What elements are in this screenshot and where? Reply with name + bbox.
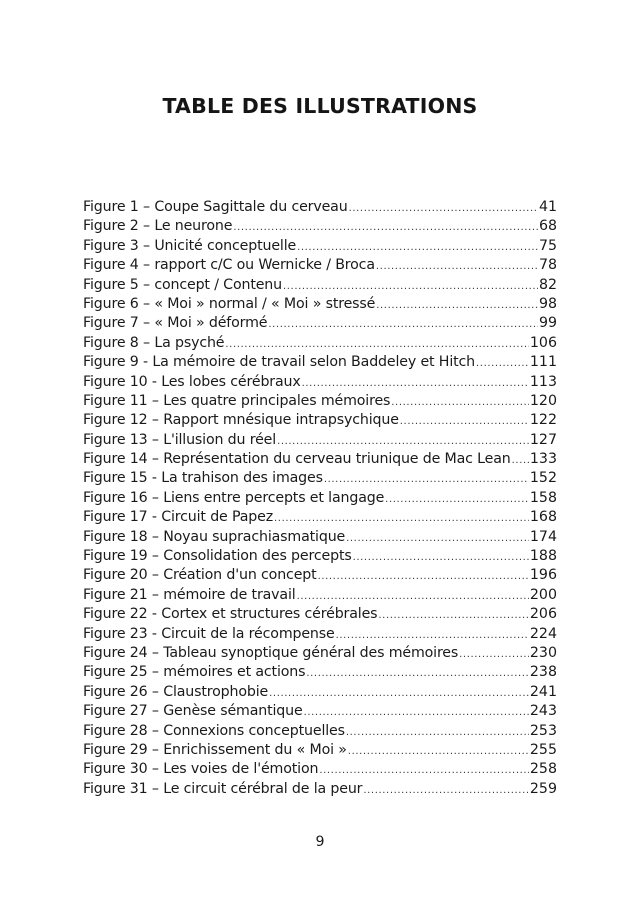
dot-leader	[376, 296, 538, 314]
toc-entry-16[interactable]	[83, 489, 557, 508]
toc-entry-1[interactable]	[83, 198, 557, 217]
dot-leader	[459, 645, 529, 663]
toc-entry-page: 127	[529, 431, 557, 448]
toc-entry-page: 158	[529, 489, 557, 506]
toc-entry-page: 206	[529, 606, 557, 623]
toc-entry-11[interactable]	[83, 392, 557, 411]
toc-entry-page: 188	[529, 548, 557, 565]
toc-entry-page: 243	[529, 703, 557, 720]
toc-entry-label: Figure 20 – Création d'un concept	[83, 567, 317, 584]
page-number: 9	[315, 834, 325, 850]
toc-entry-21[interactable]	[83, 586, 557, 605]
toc-entry-label: Figure 24 – Tableau synoptique général des mémoires	[83, 644, 459, 661]
toc-entry-label: Figure 14 – Représentation du cerveau triunique de Mac Lean	[83, 451, 511, 468]
toc-entry-label: Figure 18 – Noyau suprachiasmatique	[83, 528, 346, 545]
page-title: TABLE DES ILLUSTRATIONS	[162, 93, 478, 118]
toc-entry-23[interactable]	[83, 625, 557, 644]
toc-entry-label: Figure 10 - Les lobes cérébraux	[83, 373, 301, 390]
dot-leader	[363, 781, 529, 799]
toc-entry-page: 241	[529, 683, 557, 700]
dot-leader	[318, 567, 529, 585]
toc-entry-31[interactable]	[83, 780, 557, 799]
toc-entry-page: 174	[529, 528, 557, 545]
toc-entry-label: Figure 26 – Claustrophobie	[83, 683, 269, 700]
toc-entry-page: 224	[529, 625, 557, 642]
dot-leader	[346, 723, 529, 741]
toc-entry-label: Figure 16 – Liens entre percepts et langage	[83, 489, 385, 506]
toc-entry-10[interactable]	[83, 373, 557, 392]
toc-entry-page: 113	[529, 373, 557, 390]
toc-entry-29[interactable]	[83, 741, 557, 760]
toc-entry-label: Figure 3 – Unicité conceptuelle	[83, 237, 297, 254]
toc-entry-label: Figure 17 - Circuit de Papez	[83, 509, 274, 526]
table-of-illustrations	[83, 198, 557, 799]
toc-entry-page: 255	[529, 741, 557, 758]
dot-leader	[268, 315, 538, 333]
toc-entry-label: Figure 4 – rapport c/C ou Wernicke / Broca	[83, 257, 375, 274]
dot-leader	[233, 218, 538, 236]
toc-entry-label: Figure 13 – L'illusion du réel	[83, 431, 277, 448]
toc-entry-label: Figure 8 – La psyché	[83, 334, 225, 351]
toc-entry-page: 68	[538, 218, 557, 235]
toc-entry-4[interactable]	[83, 256, 557, 275]
dot-leader	[346, 529, 529, 547]
dot-leader	[302, 374, 529, 392]
toc-entry-label: Figure 15 - La trahison des images	[83, 470, 323, 487]
toc-entry-page: 238	[529, 664, 557, 681]
toc-entry-label: Figure 23 - Circuit de la récompense	[83, 625, 335, 642]
dot-leader	[385, 490, 529, 508]
toc-entry-24[interactable]	[83, 644, 557, 663]
dot-leader	[348, 742, 529, 760]
dot-leader	[400, 412, 529, 430]
toc-entry-label: Figure 29 – Enrichissement du « Moi »	[83, 741, 347, 758]
toc-entry-label: Figure 30 – Les voies de l'émotion	[83, 761, 319, 778]
dot-leader	[476, 354, 529, 372]
dot-leader	[336, 626, 529, 644]
toc-entry-19[interactable]	[83, 547, 557, 566]
toc-entry-page: 196	[529, 567, 557, 584]
toc-entry-page: 41	[538, 199, 557, 215]
toc-entry-label: Figure 31 – Le circuit cérébral de la peur	[83, 780, 363, 797]
toc-entry-page: 253	[529, 722, 557, 739]
toc-entry-27[interactable]	[83, 702, 557, 721]
dot-leader	[512, 451, 529, 469]
dot-leader	[353, 548, 529, 566]
toc-entry-page: 168	[529, 509, 557, 526]
toc-entry-page: 152	[529, 470, 557, 487]
dot-leader	[283, 277, 538, 295]
toc-entry-25[interactable]	[83, 663, 557, 682]
dot-leader	[304, 703, 529, 721]
toc-entry-15[interactable]	[83, 469, 557, 488]
toc-entry-page: 258	[529, 761, 557, 778]
toc-entry-page: 200	[529, 586, 557, 603]
toc-entry-page: 82	[538, 276, 557, 293]
toc-entry-13[interactable]	[83, 431, 557, 450]
toc-entry-page: 120	[529, 392, 557, 409]
toc-entry-22[interactable]	[83, 605, 557, 624]
toc-entry-label: Figure 5 – concept / Contenu	[83, 276, 282, 293]
toc-entry-8[interactable]	[83, 334, 557, 353]
dot-leader	[349, 199, 538, 217]
toc-entry-5[interactable]	[83, 276, 557, 295]
toc-entry-9[interactable]	[83, 353, 557, 372]
toc-entry-page: 122	[529, 412, 557, 429]
dot-leader	[277, 432, 529, 450]
toc-entry-3[interactable]	[83, 237, 557, 256]
toc-entry-page: 259	[529, 780, 557, 797]
dot-leader	[376, 257, 538, 275]
toc-entry-label: Figure 27 – Genèse sémantique	[83, 703, 303, 720]
toc-entry-17[interactable]	[83, 508, 557, 527]
toc-entry-14[interactable]	[83, 450, 557, 469]
toc-entry-label: Figure 11 – Les quatre principales mémoires	[83, 392, 391, 409]
toc-entry-page: 78	[538, 257, 557, 274]
toc-entry-page: 99	[538, 315, 557, 332]
toc-entry-7[interactable]	[83, 314, 557, 333]
toc-entry-label: Figure 6 – « Moi » normal / « Moi » stressé	[83, 295, 376, 312]
dot-leader	[297, 238, 538, 256]
dot-leader	[391, 393, 529, 411]
dot-leader	[324, 470, 529, 488]
dot-leader	[225, 335, 529, 353]
toc-entry-label: Figure 12 – Rapport mnésique intrapsychique	[83, 412, 399, 429]
toc-entry-page: 75	[538, 237, 557, 254]
toc-entry-label: Figure 25 – mémoires et actions	[83, 664, 306, 681]
toc-entry-30[interactable]	[83, 760, 557, 779]
toc-entry-label: Figure 9 - La mémoire de travail selon Baddeley et Hitch	[83, 354, 476, 371]
toc-entry-page: 111	[529, 354, 557, 371]
toc-entry-page: 230	[529, 644, 557, 661]
toc-entry-label: Figure 19 – Consolidation des percepts	[83, 548, 352, 565]
toc-entry-label: Figure 22 - Cortex et structures cérébrales	[83, 606, 378, 623]
toc-entry-20[interactable]	[83, 566, 557, 585]
toc-entry-page: 106	[529, 334, 557, 351]
dot-leader	[274, 509, 529, 527]
dot-leader	[297, 587, 529, 605]
dot-leader	[269, 684, 529, 702]
toc-entry-2[interactable]	[83, 217, 557, 236]
toc-entry-6[interactable]	[83, 295, 557, 314]
toc-entry-label: Figure 2 – Le neurone	[83, 218, 233, 235]
toc-entry-page: 98	[538, 295, 557, 312]
toc-entry-page: 133	[529, 451, 557, 468]
toc-entry-label: Figure 21 – mémoire de travail	[83, 586, 296, 603]
dot-leader	[378, 606, 529, 624]
toc-entry-label: Figure 1 – Coupe Sagittale du cerveau	[83, 199, 348, 215]
dot-leader	[319, 761, 529, 779]
toc-entry-12[interactable]	[83, 411, 557, 430]
toc-entry-28[interactable]	[83, 722, 557, 741]
toc-entry-26[interactable]	[83, 683, 557, 702]
dot-leader	[306, 664, 529, 682]
toc-entry-label: Figure 7 – « Moi » déformé	[83, 315, 268, 332]
toc-entry-label: Figure 28 – Connexions conceptuelles	[83, 722, 345, 739]
toc-entry-18[interactable]	[83, 528, 557, 547]
